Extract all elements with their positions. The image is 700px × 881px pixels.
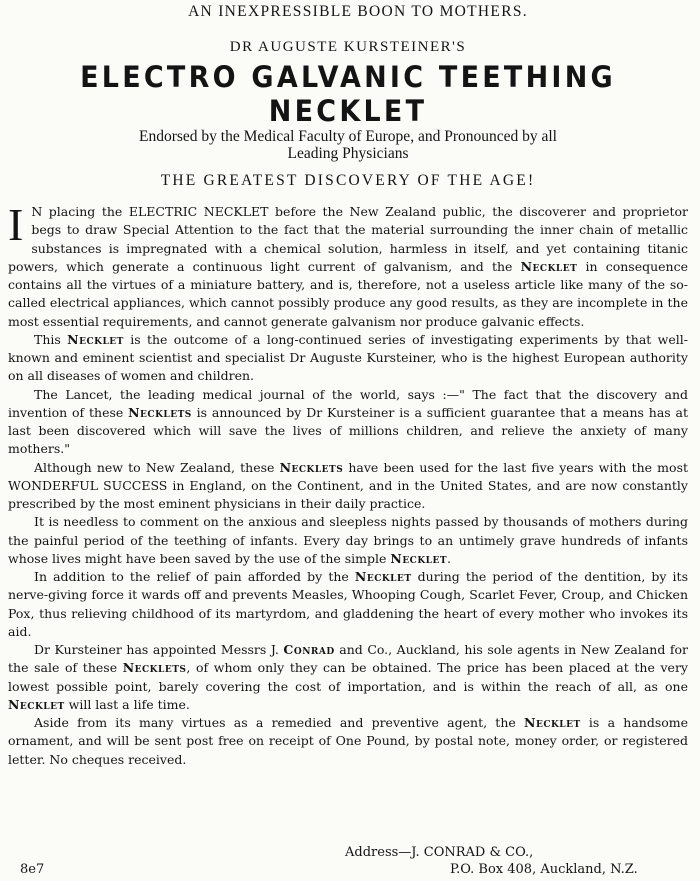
- paragraph-5: It is needless to comment on the anxious and sleepless nights passed by thousands of mothers during the painful period of the teething of infants. Every day brings to an untimely grave hundreds of infants whose lives might have been saved by the use of the simple Necklet.: [8, 514, 688, 566]
- paragraph-8: Aside from its many virtues as a remedied and preventive agent, the Necklet is a handsome ornament, and will be sent post free on receipt of One Pound, by postal note, money order, or registered letter. No cheques received.: [8, 715, 689, 767]
- paragraph-1: I N placing the ELECTRIC NECKLET before the New Zealand public, the discoverer and proprietor begs to draw Special Attention to the fact that the material surrounding the inner chain of metallic substances is impregnated with a chemical solution, harmless in itself, and yet containing titanic powers, which generate a continuous light current of galvanism, and the Necklet in consequence contains all the virtues of a miniature battery, and is, therefore, not a useless article like many of the so-called electrical appliances, which cannot possibly produce any good results, as they are incomplete in the most essential requirements, and cannot generate galvanism nor produce galvanic effects.: [8, 199, 688, 329]
- boon-headline: AN INEXPRESSIBLE BOON TO MOTHERS.: [188, 3, 528, 20]
- endorsement-line-1: Endorsed by the Medical Faculty of Europe, and Pronounced by all: [139, 128, 557, 145]
- paragraph-2: This Necklet is the outcome of a long-continued series of investigating experiments by that well-known and eminent scientist and specialist Dr Auguste Kursteiner, who is the highest European authority on all diseases of women and children.: [8, 331, 689, 384]
- paragraph-6: In addition to the relief of pain afforded by the Necklet during the period of the dentition, by its nerve-giving force it wards off and prevents Measles, Whooping Cough, Scarlet Fever, Croup, and Chicken Pox, thus relieving childhood of its martyrdom, and gladdening the heart of every mother who invokes its aid.: [8, 569, 688, 639]
- paragraph-3: The Lancet, the leading medical journal of the world, says :—" The fact that the discovery and invention of these Necklets is announced by Dr Kursteiner is a sufficient guarantee that a means has at last been discovered which will save the lives of millions children, and relieve the anxiety of many mothers.": [8, 386, 688, 457]
- maker-name: DR AUGUSTE KURSTEINER'S: [229, 39, 467, 55]
- drop-cap: I: [8, 199, 24, 250]
- address-line-1: Address—J. CONRAD & CO.,: [345, 845, 534, 860]
- product-title: ELECTRO GALVANIC TEETHING NECKLET: [80, 60, 616, 128]
- endorsement-line-2: Leading Physicians: [287, 145, 409, 162]
- discovery-tagline: THE GREATEST DISCOVERY OF THE AGE!: [160, 172, 536, 189]
- paragraph-4: Although new to New Zealand, these Necklets have been used for the last five years with the most WONDERFUL SUCCESS in England, on the Continent, and in the United States, and are now constantly prescribed by the most eminent physicians in their daily practice.: [8, 459, 689, 511]
- paragraph-7: Dr Kursteiner has appointed Messrs J. Conrad and Co., Auckland, his sole agents in New Zealand for the sale of these Necklets, of whom only they can be obtained. The price has been placed at the very lowest possible point, barely covering the cost of importation, and is within the reach of all, as one Necklet will last a life time.: [8, 642, 689, 712]
- body-text: [8, 199, 689, 769]
- ad-code: 8e7: [20, 862, 45, 877]
- address-line-2: P.O. Box 408, Auckland, N.Z.: [450, 862, 638, 877]
